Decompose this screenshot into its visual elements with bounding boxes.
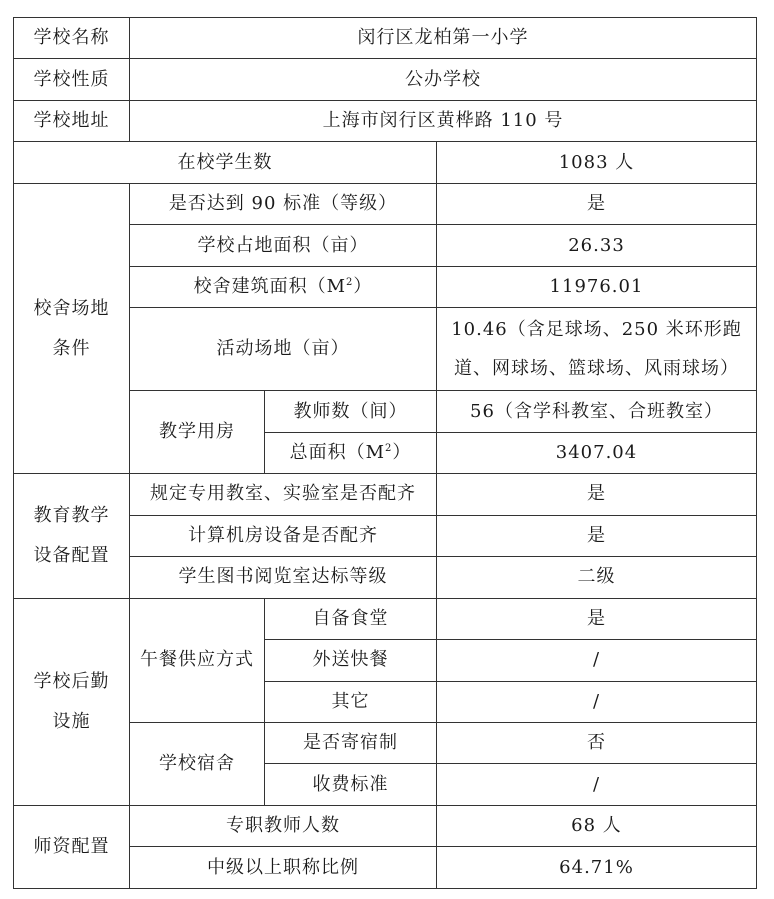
activity-value-line2: 道、网球场、篮球场、风雨球场） xyxy=(454,358,739,380)
label-fulltime-teachers: 专职教师人数 xyxy=(130,805,437,846)
label-labs: 规定专用教室、实验室是否配齐 xyxy=(130,474,437,515)
label-canteen: 自备食堂 xyxy=(265,598,437,639)
table-row xyxy=(14,598,757,639)
group-label-campus xyxy=(14,183,130,473)
table-row xyxy=(14,805,757,846)
table-row xyxy=(14,474,757,515)
value-labs: 是 xyxy=(437,474,757,515)
building-area-prefix: 校舍建筑面积（M xyxy=(193,276,347,298)
total-area-prefix: 总面积（M xyxy=(289,441,386,463)
value-total-area: 3407.04 xyxy=(437,432,757,473)
label-building-area xyxy=(130,266,437,307)
label-dorm: 学校宿舍 xyxy=(130,722,265,805)
label-activity-area: 活动场地（亩） xyxy=(130,308,437,391)
value-delivery: / xyxy=(437,640,757,681)
group-label-equipment-line2: 设备配置 xyxy=(33,544,110,566)
label-fee: 收费标准 xyxy=(265,764,437,805)
value-building-area: 11976.01 xyxy=(437,266,757,307)
value-land-area: 26.33 xyxy=(437,225,757,266)
value-senior-ratio: 64.71% xyxy=(437,847,757,889)
group-label-equipment-line1: 教育教学 xyxy=(33,505,110,527)
group-label-logistics-line1: 学校后勤 xyxy=(33,671,110,693)
value-classroom-count: 56（含学科教室、合班教室） xyxy=(437,391,757,432)
label-lunch: 午餐供应方式 xyxy=(130,598,265,722)
value-fulltime-teachers: 68 人 xyxy=(437,805,757,846)
label-school-nature: 学校性质 xyxy=(14,59,130,100)
label-library: 学生图书阅览室达标等级 xyxy=(130,557,437,598)
value-fee: / xyxy=(437,764,757,805)
value-canteen: 是 xyxy=(437,598,757,639)
building-area-sup: 2 xyxy=(346,277,354,289)
group-label-logistics xyxy=(14,598,130,805)
table-row xyxy=(14,142,757,183)
label-school-name: 学校名称 xyxy=(14,18,130,59)
value-school-nature: 公办学校 xyxy=(130,59,757,100)
value-standard: 是 xyxy=(437,183,757,224)
label-school-address: 学校地址 xyxy=(14,100,130,141)
value-school-address: 上海市闵行区黄桦路 110 号 xyxy=(130,100,757,141)
group-label-campus-line1: 校舍场地 xyxy=(33,297,110,319)
group-label-staff: 师资配置 xyxy=(14,805,130,888)
table-row xyxy=(14,183,757,224)
school-info-table xyxy=(13,17,757,889)
table-row xyxy=(14,18,757,59)
table-row xyxy=(14,100,757,141)
activity-value-line1: 10.46（含足球场、250 米环形跑 xyxy=(451,318,742,340)
label-classroom-count: 教师数（间） xyxy=(265,391,437,432)
group-label-logistics-line2: 设施 xyxy=(52,710,91,732)
label-land-area: 学校占地面积（亩） xyxy=(130,225,437,266)
label-senior-ratio: 中级以上职称比例 xyxy=(130,847,437,889)
total-area-sup: 2 xyxy=(385,442,393,454)
table-row xyxy=(14,59,757,100)
label-student-count: 在校学生数 xyxy=(14,142,437,183)
group-label-equipment xyxy=(14,474,130,598)
value-library: 二级 xyxy=(437,557,757,598)
value-other: / xyxy=(437,681,757,722)
total-area-suffix: ） xyxy=(392,441,412,463)
label-standard: 是否达到 90 标准（等级） xyxy=(130,183,437,224)
value-activity-area xyxy=(437,308,757,391)
value-student-count: 1083 人 xyxy=(437,142,757,183)
label-teaching-rooms: 教学用房 xyxy=(130,391,265,474)
label-delivery: 外送快餐 xyxy=(265,640,437,681)
label-total-area xyxy=(265,432,437,473)
value-boarding: 否 xyxy=(437,722,757,763)
label-computer: 计算机房设备是否配齐 xyxy=(130,515,437,556)
value-school-name: 闵行区龙柏第一小学 xyxy=(130,18,757,59)
building-area-suffix: ） xyxy=(353,276,373,298)
group-label-campus-line2: 条件 xyxy=(52,337,91,359)
label-other: 其它 xyxy=(265,681,437,722)
label-boarding: 是否寄宿制 xyxy=(265,722,437,763)
value-computer: 是 xyxy=(437,515,757,556)
